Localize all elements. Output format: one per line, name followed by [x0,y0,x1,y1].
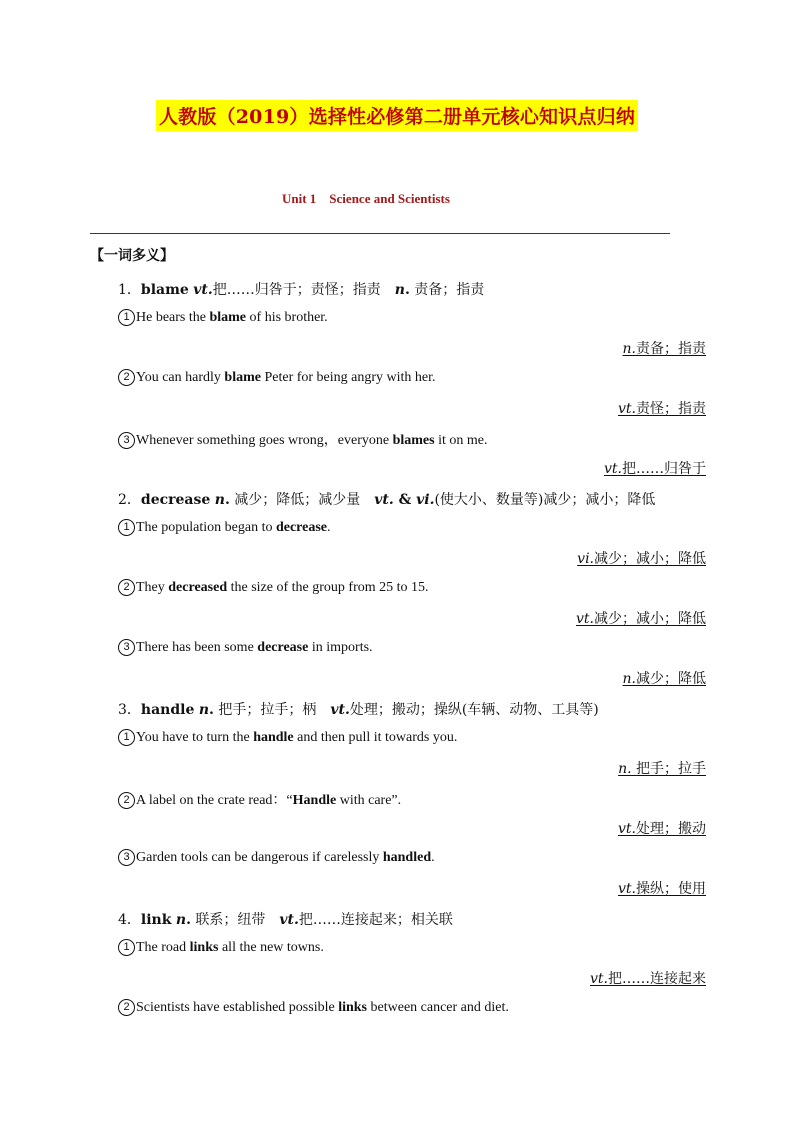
example-sentence [118,729,457,746]
divider-rule [90,233,670,234]
part-of-speech: vt. [618,881,636,897]
example-text: You have to turn the [136,730,254,745]
part-of-speech: vt. [590,971,608,987]
example-text: between cancer and diet. [367,1000,509,1015]
meaning-text: 把手；拉手 [631,761,706,777]
meaning-text: 减少；降低 [636,671,706,687]
part-of-speech: vt. [618,821,636,837]
example-meaning [623,668,706,688]
example-sentence [118,999,509,1016]
example-text: . [431,850,435,865]
example-keyword: decreased [168,580,228,595]
part-of-speech: vt. [576,611,594,627]
example-meaning [618,398,706,418]
section-label: 【一词多义】 [90,248,174,264]
example-text: They [136,580,169,595]
circled-number: 2 [118,369,135,386]
example-text: . [327,520,331,535]
part-of-speech: vt. [618,401,636,417]
example-sentence [118,429,487,449]
entry-number: 1． [118,282,141,298]
example-text: The road [136,940,190,955]
example-text: There has been some [136,640,258,655]
meaning-text: 操纵；使用 [636,881,706,897]
entry-number: 4． [118,912,141,928]
part-of-speech: vt. [604,461,622,477]
example-meaning [623,338,706,358]
circled-number: 2 [118,579,135,596]
example-meaning [618,818,706,838]
example-text: Scientists have established possible [136,1000,339,1015]
entry-heading [118,279,484,299]
meaning-text: 处理；搬动 [636,821,706,837]
entry-word: handle [140,702,195,718]
example-keyword: blame [209,310,247,325]
example-text: He bears the [136,310,210,325]
circled-number: 1 [118,939,135,956]
entry-word: link [140,912,172,928]
part-of-speech: vi. [577,551,594,567]
title-block [0,100,794,131]
example-text: with care”. [336,793,402,808]
page-title: 人教版（2019）选择性必修第二册单元核心知识点归纳 [156,100,638,131]
entry-definition: n. 联系；纽带 vt.把……连接起来；相关联 [175,912,453,928]
entry-definition: vt.把……归咎于；责怪；指责 n. 责备；指责 [193,282,485,298]
example-keyword: decrease [275,520,328,535]
entry-word: decrease [140,492,211,508]
example-text: in imports. [308,640,373,655]
meaning-text: 减少；减小；降低 [594,551,706,567]
example-meaning [576,608,706,628]
example-text: Peter for being angry with her. [260,370,436,385]
meaning-text: 减少；减小；降低 [594,611,706,627]
example-meaning [618,878,706,898]
entry-heading [118,699,599,719]
meaning-text: 把……归咎于 [622,461,706,477]
part-of-speech: n. [622,671,636,687]
example-sentence [118,639,373,656]
example-keyword: links [189,940,219,955]
example-text: A label on the crate read：“ [136,793,293,808]
part-of-speech: n. [622,341,636,357]
meaning-text: 把……连接起来 [608,971,706,987]
entry-definition: n. 把手；拉手；柄 vt.处理；搬动；操纵(车辆、动物、工具等) [198,702,599,718]
example-keyword: blame [224,370,261,385]
entry-definition: n. 减少；降低；减少量 vt. & vi.(使大小、数量等)减少；减小；降低 [214,492,656,508]
circled-number: 2 [118,792,135,809]
part-of-speech: n. [618,761,632,777]
example-text: You can hardly [136,370,225,385]
example-sentence [118,369,436,386]
circled-number: 2 [118,999,135,1016]
entry-heading [118,909,453,929]
example-text: the size of the group from 25 to 15. [227,580,429,595]
entry-number: 3． [118,702,141,718]
example-keyword: blames [392,433,435,448]
example-sentence [118,579,429,596]
example-keyword: decrease [257,640,309,655]
example-keyword: links [338,1000,368,1015]
entry-word: blame [140,282,189,298]
example-text: and then pull it towards you. [293,730,458,745]
example-text: of his brother. [246,310,328,325]
example-meaning [604,458,706,478]
example-sentence [118,789,401,809]
example-keyword: handle [253,730,294,745]
example-sentence [118,939,324,956]
example-text: it on me. [434,433,488,448]
example-keyword: handled [382,850,432,865]
entry-heading [118,489,655,509]
example-meaning [590,968,706,988]
example-meaning [577,548,706,568]
circled-number: 3 [118,432,135,449]
meaning-text: 责备；指责 [636,341,706,357]
circled-number: 3 [118,849,135,866]
example-text: Garden tools can be dangerous if carelessly [136,850,383,865]
example-text: The population began to [136,520,276,535]
example-text: all the new towns. [218,940,324,955]
circled-number: 1 [118,309,135,326]
example-sentence [118,849,435,866]
circled-number: 3 [118,639,135,656]
circled-number: 1 [118,729,135,746]
unit-heading: Unit 1 Science and Scientists [282,191,450,206]
example-text: Whenever something goes wrong，everyone [136,433,393,448]
example-keyword: Handle [292,793,337,808]
example-sentence [118,519,331,536]
example-meaning [618,758,706,778]
example-sentence [118,309,328,326]
meaning-text: 责怪；指责 [636,401,706,417]
circled-number: 1 [118,519,135,536]
entry-number: 2． [118,492,141,508]
